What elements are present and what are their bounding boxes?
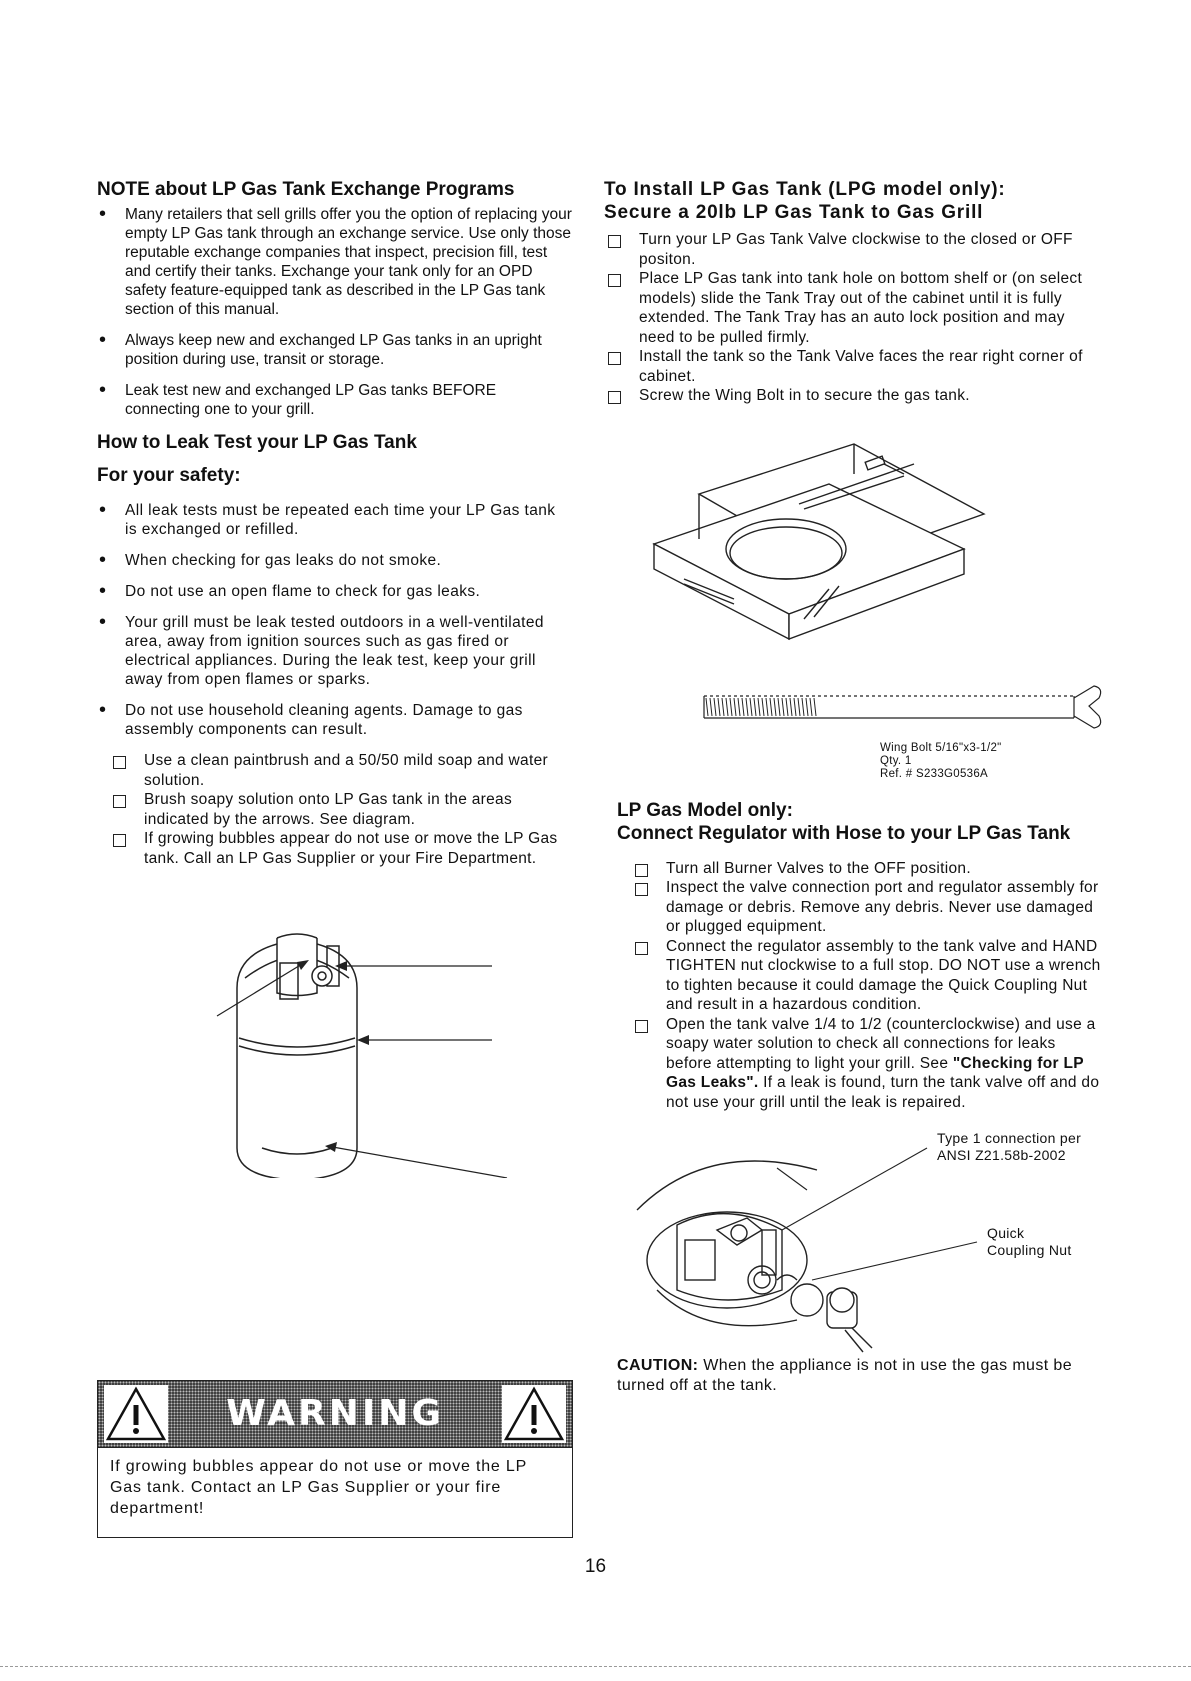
caption-line: Wing Bolt 5/16"x3-1/2" [880,741,1002,754]
leak-test-steps [109,751,572,868]
connect-steps [631,859,1104,1113]
caution-label: CAUTION: [617,1357,699,1374]
checklist-item: Place LP Gas tank into tank hole on bottom shelf or (on select models) slide the Tank Tray out of the cabinet until it is fully extended. The Tank Tray has an auto lock position and may need to be pulled firmly. [604,269,1104,347]
callout-line: Coupling Nut [987,1242,1072,1258]
list-item: • Do not use household cleaning agents. Damage to gas assembly components can result. [97,701,572,739]
checklist-item [631,1015,1104,1113]
list-item: • Many retailers that sell grills offer you the option of replacing your empty LP Gas tank through an exchange service. Use only those reputable exchange companies that inspect, precision fill, test and certify their tanks. Exchange your tank only for an OPD safety feature-equipped tank as described in the LP Gas tank section of this manual. [97,205,572,319]
checklist-item: Connect the regulator assembly to the tank valve and HAND TIGHTEN nut clockwise to a full stop. DO NOT use a wrench to tighten because it could damage the Quick Coupling Nut and result in a hazardous condition. [631,937,1104,1015]
connect-section [617,799,1104,1397]
warning-word: WARNING [226,1393,444,1434]
caption-line: Qty. 1 [880,754,912,767]
warning-text: If growing bubbles appear do not use or move the LP Gas tank. Contact an LP Gas Supplier or your fire department! [110,1458,527,1517]
caution-text: When the appliance is not in use the gas must be turned off at the tank. [617,1357,1073,1394]
warning-banner [98,1381,572,1448]
step-text: Open the tank valve 1/4 to 1/2 (counterclockwise) and use a soapy water solution to check all connections for leaks before attempting to light your grill. See [666,1015,1096,1072]
caution-note [617,1356,1104,1396]
callout-line: ANSI Z21.58b-2002 [937,1147,1066,1163]
callout-line: Quick [987,1225,1025,1241]
checklist-item: Screw the Wing Bolt in to secure the gas tank. [604,386,1104,406]
install-steps [604,230,1104,406]
callout-quick-coupling-nut [987,1225,1072,1259]
install-subtitle: Secure a 20lb LP Gas Tank to Gas Grill [604,202,984,223]
list-item: • Leak test new and exchanged LP Gas tanks BEFORE connecting one to your grill. [97,381,572,419]
checklist-item: Turn your LP Gas Tank Valve clockwise to the closed or OFF positon. [604,230,1104,269]
install-title: To Install LP Gas Tank (LPG model only): [604,179,1006,200]
list-item: • Always keep new and exchanged LP Gas tanks in an upright position during use, transit or storage. [97,331,572,369]
callout-line: Type 1 connection per [937,1130,1082,1146]
right-column [604,178,1104,1396]
checklist-item: Install the tank so the Tank Valve faces the rear right corner of cabinet. [604,347,1104,386]
list-item: • When checking for gas leaks do not smoke. [97,551,572,570]
checklist-item: Brush soapy solution onto LP Gas tank in the areas indicated by the arrows. See diagram. [109,790,572,829]
bottom-divider [0,1666,1191,1667]
caption-line: Ref. # S233G0536A [880,767,989,780]
leak-test-bullets [97,501,572,739]
exchange-title: NOTE about LP Gas Tank Exchange Programs [97,179,515,200]
wing-bolt-diagram [604,678,1104,738]
step-text: If a leak is found, turn the tank valve off and do not use your grill until the leak is repaired. [666,1074,1100,1111]
wing-bolt-caption [880,742,1104,781]
list-item: • Do not use an open flame to check for gas leaks. [97,582,572,601]
tank-tray-diagram [604,414,1104,674]
warning-box [97,1380,573,1538]
propane-tank-diagram [97,878,572,1178]
cross-reference: "Checking for LP Gas Leaks". [666,1054,1084,1091]
checklist-item: If growing bubbles appear do not use or move the LP Gas tank. Call an LP Gas Supplier or your Fire Department. [109,829,572,868]
checklist-item: Inspect the valve connection port and regulator assembly for damage or debris. Remove any debris. Never use damaged or plugged equipment. [631,878,1104,937]
connect-title: LP Gas Model only: [617,799,793,821]
checklist-item: Turn all Burner Valves to the OFF position. [631,859,1104,879]
page-number: 16 [584,1556,607,1577]
connect-subtitle: Connect Regulator with Hose to your LP Gas Tank [617,822,1071,844]
checklist-item: Use a clean paintbrush and a 50/50 mild soap and water solution. [109,751,572,790]
callout-type-connection [937,1130,1081,1164]
regulator-figure [617,1130,1104,1360]
left-column [97,178,572,1178]
exchange-bullets [97,205,572,419]
list-item: • All leak tests must be repeated each time your LP Gas tank is exchanged or refilled. [97,501,572,539]
warning-triangle-icon [502,1385,566,1443]
leak-test-subtitle: For your safety: [97,465,241,486]
list-item: • Your grill must be leak tested outdoors in a well-ventilated area, away from ignition sources such as gas fired or electrical appliances. During the leak test, keep your grill away from open flames or sparks. [97,613,572,689]
leak-test-title: How to Leak Test your LP Gas Tank [97,432,417,453]
